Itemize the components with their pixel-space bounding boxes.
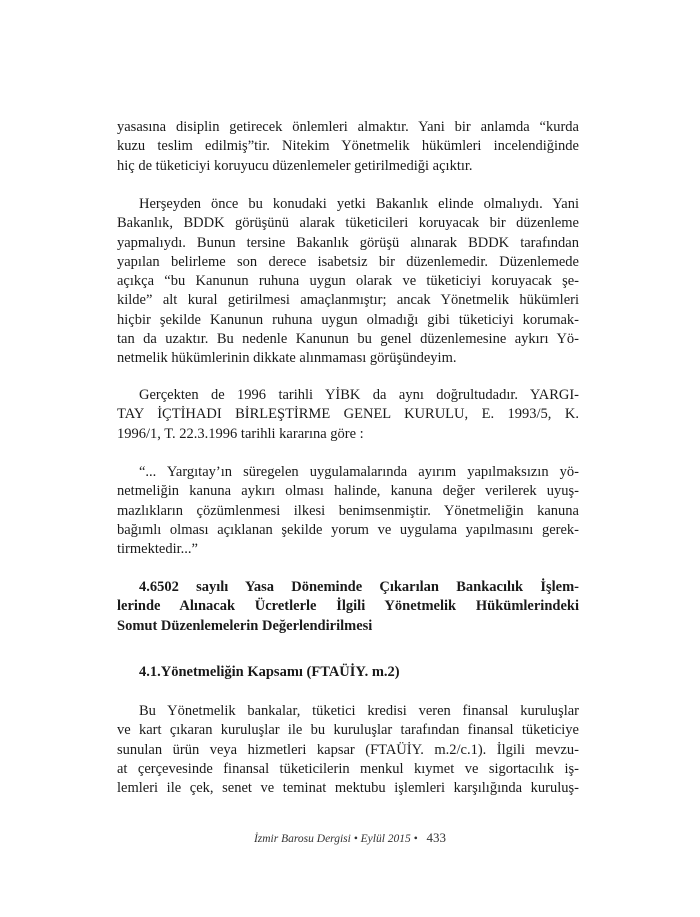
- text-line: 1996/1, T. 22.3.1996 tarihli kararına göre :: [117, 425, 364, 442]
- text-line: Bu Yönetmelik bankalar, tüketici kredisi veren finansal kuruluşlar: [139, 703, 579, 719]
- section-heading: [117, 578, 579, 636]
- page-number: 433: [426, 830, 447, 845]
- quote-paragraph: [117, 463, 579, 559]
- heading-line: lerinde Alınacak Ücretlerle İlgili Yönetmelik Hükümlerindeki: [117, 598, 579, 615]
- text-line: tirmektedir...”: [117, 541, 198, 558]
- text-line: ve kart çıkaran kuruluşlar ile bu kuruluşlar tarafından finansal tüketiciye: [117, 722, 579, 739]
- paragraph-5: [117, 702, 579, 798]
- text-line: tan da uzaktır. Bu nedenle Kanunun bu genel düzenlemesine aykırı Yö-: [117, 331, 579, 348]
- text-line: yapılan belirleme son derece isabetsiz bir düzenlemedir. Düzenlemede: [117, 253, 579, 270]
- text-line: mazlıkların çözümlenmesi ilkesi benimsenmiştir. Yönetmeliğin kanuna: [117, 502, 579, 519]
- paragraph-1: [117, 118, 579, 176]
- heading-line: Somut Düzenlemelerin Değerlendirilmesi: [117, 617, 373, 634]
- text-line: lemleri ile çek, senet ve teminat mektubu işlemleri karşılığında kuruluş-: [117, 780, 579, 797]
- text-line: at çerçevesinde finansal tüketicilerin menkul kıymet ve sigortacılık iş-: [117, 760, 579, 777]
- page-footer: [0, 830, 700, 846]
- text-line: kilde” alt kural getirilmesi amaçlanmıştır; ancak Yönetmelik hükümleri: [117, 292, 579, 309]
- text-line: hiç de tüketiciyi koruyucu düzenlemeler getirilmediği açıktır.: [117, 157, 473, 174]
- text-line: Herşeyden önce bu konudaki yetki Bakanlık elinde olmalıydı. Yani: [139, 196, 579, 212]
- text-line: hiçbir şekilde Kanunun ruhuna uygun olmadığı gibi tüketiciyi korumak-: [117, 311, 579, 328]
- heading-line: 4.1.Yönetmeliğin Kapsamı (FTAÜİY. m.2): [139, 664, 400, 680]
- text-line: TAY İÇTİHADI BİRLEŞTİRME GENEL KURULU, E. 1993/5, K.: [117, 406, 579, 423]
- text-line: netmeliğin kanuna aykırı olması halinde, kanuna değer verilerek uyuş-: [117, 483, 579, 500]
- text-line: bağımlı olması açıklanan şekilde yorum ve uygulama yapılmasını gerek-: [117, 521, 579, 538]
- paragraph-2: [117, 195, 579, 369]
- paragraph-3: [117, 386, 579, 444]
- text-line: Gerçekten de 1996 tarihli YİBK da aynı doğrultudadır. YARGI-: [139, 387, 579, 403]
- text-line: kuzu teslim edilmiş”tir. Nitekim Yönetmelik hükümleri incelendiğinde: [117, 138, 579, 155]
- text-line: Bakanlık, BDDK görüşünü alarak tüketicileri koruyacak bir düzenleme: [117, 215, 579, 232]
- text-line: açıkça “bu Kanunun ruhuna uygun olarak ve tüketiciyi koruyacak şe-: [117, 273, 579, 290]
- text-line: “... Yargıtay’ın süregelen uygulamalarında ayırım yapılmaksızın yö-: [139, 464, 579, 480]
- heading-line: 4.6502 sayılı Yasa Döneminde Çıkarılan Bankacılık İşlem-: [139, 579, 579, 595]
- text-line: sunulan ürün veya hizmetleri kapsar (FTAÜİY. m.2/c.1). İlgili mevzu-: [117, 741, 579, 758]
- journal-title: İzmir Barosu Dergisi • Eylül 2015 •: [253, 833, 418, 845]
- text-line: netmelik hükümlerinin dikkate alınmaması görüşündeyim.: [117, 350, 457, 367]
- text-line: yasasına disiplin getirecek önlemleri almaktır. Yani bir anlamda “kurda: [117, 119, 579, 135]
- text-line: yapmalıydı. Bunun tersine Bakanlık görüşü alınarak BDDK tarafından: [117, 234, 579, 251]
- subsection-heading: [117, 663, 579, 682]
